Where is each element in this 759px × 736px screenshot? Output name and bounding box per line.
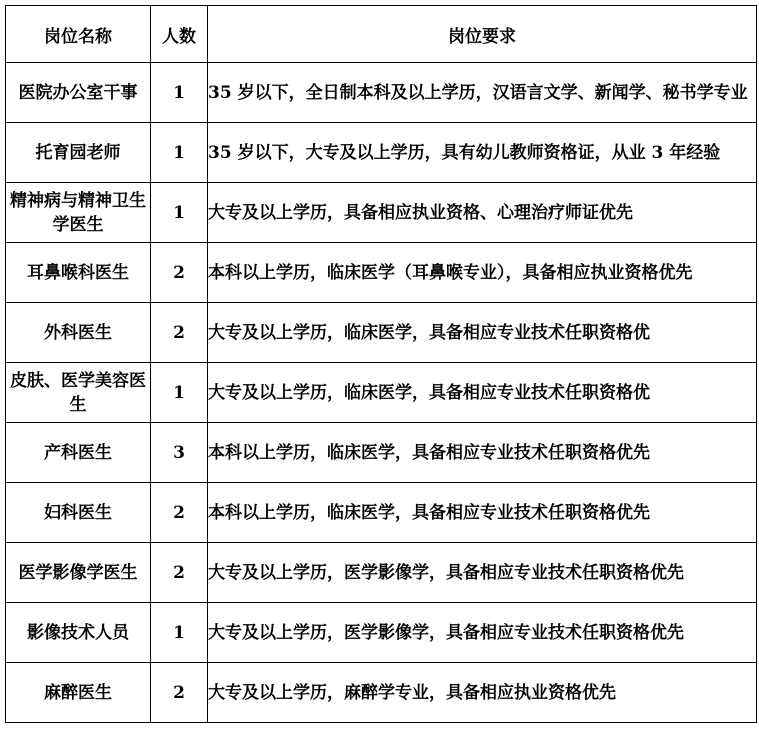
headcount-cell: 2	[151, 543, 208, 603]
position-name-cell: 医学影像学医生	[6, 543, 151, 603]
table-row	[6, 63, 757, 123]
position-name-cell: 托育园老师	[6, 123, 151, 183]
headcount-cell: 2	[151, 483, 208, 543]
headcount-cell: 2	[151, 243, 208, 303]
header-requirements: 岗位要求	[208, 6, 757, 63]
requirements-cell: 大专及以上学历，麻醉学专业，具备相应执业资格优先	[208, 663, 757, 723]
headcount-cell: 1	[151, 123, 208, 183]
requirements-cell: 大专及以上学历，临床医学，具备相应专业技术任职资格优	[208, 363, 757, 423]
headcount-cell: 2	[151, 303, 208, 363]
requirements-cell: 35 岁以下，全日制本科及以上学历，汉语言文学、新闻学、秘书学专业	[208, 63, 757, 123]
table-row	[6, 303, 757, 363]
position-name-cell: 外科医生	[6, 303, 151, 363]
position-name-cell: 医院办公室干事	[6, 63, 151, 123]
position-name-cell: 影像技术人员	[6, 603, 151, 663]
headcount-cell: 3	[151, 423, 208, 483]
requirements-cell: 本科以上学历，临床医学，具备相应专业技术任职资格优先	[208, 423, 757, 483]
table-header-row	[6, 6, 757, 63]
headcount-cell: 1	[151, 183, 208, 243]
table-row	[6, 363, 757, 423]
requirements-cell: 大专及以上学历，临床医学，具备相应专业技术任职资格优	[208, 303, 757, 363]
header-position-name: 岗位名称	[6, 6, 151, 63]
requirements-cell: 35 岁以下，大专及以上学历，具有幼儿教师资格证，从业 3 年经验	[208, 123, 757, 183]
table-row	[6, 123, 757, 183]
headcount-cell: 1	[151, 63, 208, 123]
table-row	[6, 483, 757, 543]
table-row	[6, 423, 757, 483]
position-name-cell: 麻醉医生	[6, 663, 151, 723]
table-row	[6, 183, 757, 243]
header-headcount: 人数	[151, 6, 208, 63]
requirements-cell: 本科以上学历，临床医学，具备相应专业技术任职资格优先	[208, 483, 757, 543]
position-name-cell: 耳鼻喉科医生	[6, 243, 151, 303]
position-name-cell: 皮肤、医学美容医生	[6, 363, 151, 423]
position-name-cell: 妇科医生	[6, 483, 151, 543]
position-name-cell: 精神病与精神卫生学医生	[6, 183, 151, 243]
requirements-cell: 大专及以上学历，医学影像学，具备相应专业技术任职资格优先	[208, 543, 757, 603]
headcount-cell: 2	[151, 663, 208, 723]
requirements-cell: 本科以上学历，临床医学（耳鼻喉专业），具备相应执业资格优先	[208, 243, 757, 303]
headcount-cell: 1	[151, 363, 208, 423]
table-row	[6, 663, 757, 723]
table-row	[6, 243, 757, 303]
table-row	[6, 543, 757, 603]
requirements-cell: 大专及以上学历，具备相应执业资格、心理治疗师证优先	[208, 183, 757, 243]
headcount-cell: 1	[151, 603, 208, 663]
position-name-cell: 产科医生	[6, 423, 151, 483]
job-requirements-table	[5, 5, 757, 723]
table-row	[6, 603, 757, 663]
requirements-cell: 大专及以上学历，医学影像学，具备相应专业技术任职资格优先	[208, 603, 757, 663]
job-table-container	[5, 5, 757, 723]
